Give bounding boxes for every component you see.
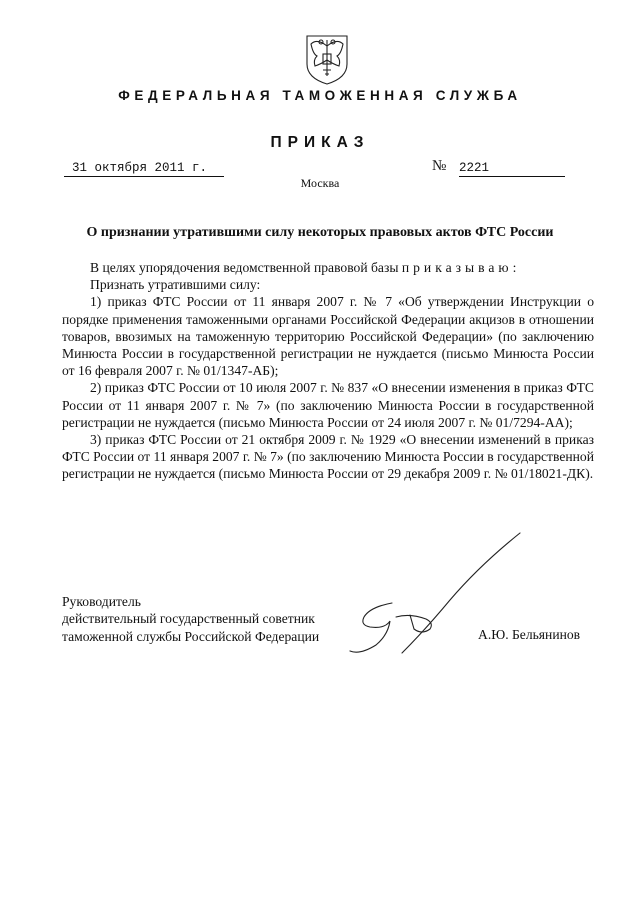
signatory-block (62, 593, 319, 645)
recognize-paragraph: Признать утратившими силу: (90, 277, 261, 293)
document-date: 31 октября 2011 г. (64, 160, 224, 177)
agency-name: ФЕДЕРАЛЬНАЯ ТАМОЖЕННАЯ СЛУЖБА (118, 88, 522, 103)
signatory-name: А.Ю. Бельянинов (478, 627, 581, 642)
document-city: Москва (300, 176, 340, 190)
signatory-title-line1: Руководитель (62, 594, 141, 609)
signatory-title-line3: таможенной службы Российской Федерации (62, 628, 320, 644)
document-number: 2221 (459, 160, 565, 177)
coat-of-arms-emblem (303, 30, 351, 86)
list-item-2: 2) приказ ФТС России от 10 июля 2007 г. № 837 «О внесении изменения в приказ ФТС России от 11 января 2007 г. № 7» (по заключению Минюста России в государственной регистрации не нуждается (письмо Минюста России от 24 июля 2007 г. № 01/7294-АА); (62, 380, 594, 430)
document-type: ПРИКАЗ (270, 134, 370, 151)
list-item-1: 1) приказ ФТС России от 11 января 2007 г. № 7 «Об утверждении Инструкции о порядке применения таможенными органами Российской Федерации акцизов в отношении товаров, ввозимых на таможенную территорию Российской Федерации» (по заключению Минюста России в государственной регистрации не нуждается (письмо Минюста России от 16 февраля 2007 г. № 01/1347-АБ); (62, 294, 594, 379)
number-sign: № (432, 158, 447, 174)
intro-command: приказываю: (401, 260, 521, 275)
intro-text: В целях упорядочения ведомственной правовой базы (90, 260, 402, 275)
document-body (62, 259, 594, 483)
list-item-3: 3) приказ ФТС России от 21 октября 2009 г. № 1929 «О внесении изменений в приказ ФТС России от 11 января 2007 г. № 7» (по заключению Минюста России в государственной регистрации не нуждается (письмо Минюста России от 29 декабря 2009 г. № 01/18021-ДК). (62, 432, 594, 482)
intro-paragraph (62, 259, 594, 276)
handwritten-signature (330, 525, 540, 660)
signatory-title-line2: действительный государственный советник (62, 611, 315, 627)
document-title: О признании утратившими силу некоторых правовых актов ФТС России (86, 225, 554, 240)
